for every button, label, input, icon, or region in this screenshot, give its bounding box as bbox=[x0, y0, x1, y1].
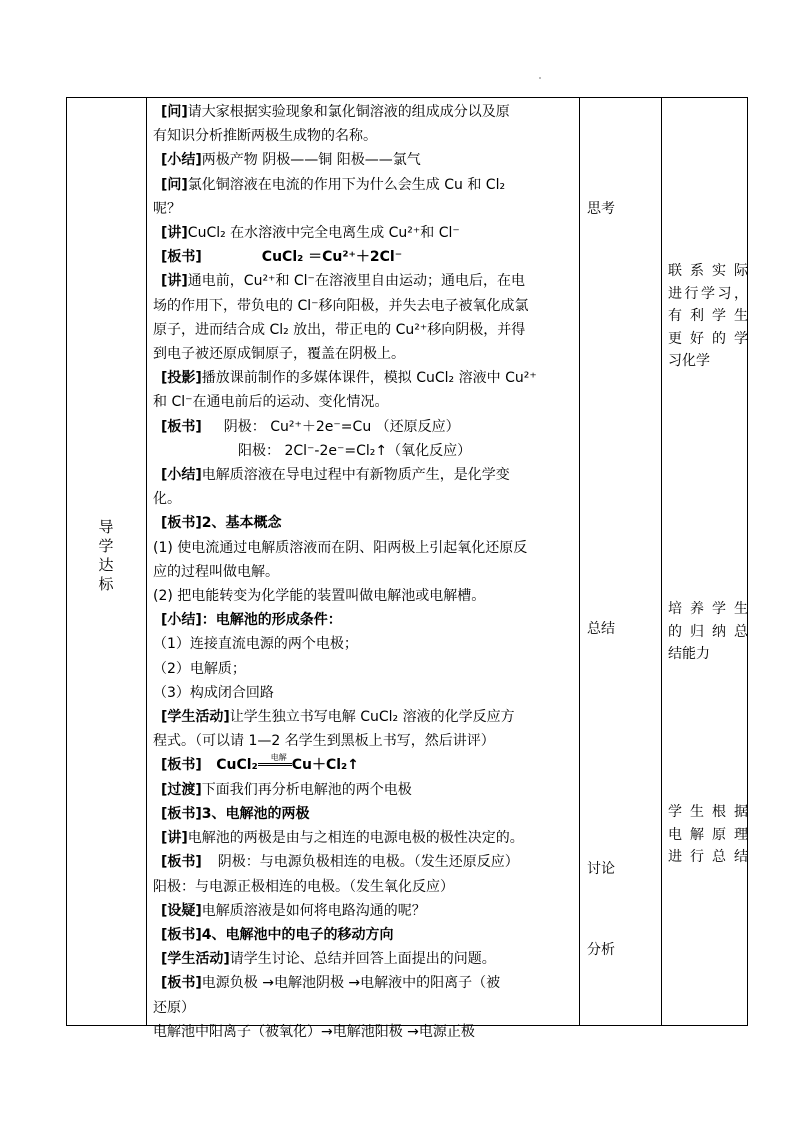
tag-doubt: [设疑] bbox=[161, 902, 202, 919]
tag-question: [问] bbox=[161, 104, 188, 120]
subheading: 3、电解池的两极 bbox=[201, 805, 310, 822]
anode-equation: 阳极： 2Cl⁻-2e⁻=Cl₂↑（氧化反应） bbox=[238, 442, 472, 459]
design-note-2 bbox=[668, 598, 748, 666]
text-line: 让学生独立书写电解 CuCl₂ 溶液的化学反应方 bbox=[229, 709, 515, 726]
list-item: （2）电解质； bbox=[153, 660, 246, 677]
tag-lecture: [讲] bbox=[161, 830, 188, 847]
lesson-table bbox=[66, 97, 748, 1040]
tag-summary: [小结] bbox=[161, 152, 202, 169]
text-line: 电解质溶液在导电过程中有新物质产生，是化学变 bbox=[201, 467, 510, 484]
column-divider bbox=[146, 98, 147, 1025]
text-line: CuCl₂ 在水溶液中完全电离生成 Cu²⁺和 Cl⁻ bbox=[187, 225, 460, 242]
text-line: 应的过程叫做电解。 bbox=[153, 563, 279, 580]
text-line: 通电前，Cu²⁺和 Cl⁻在溶液里自由运动；通电后，在电 bbox=[187, 273, 525, 290]
subheading: 2、基本概念 bbox=[201, 515, 282, 532]
tag-student-activity: [学生活动] bbox=[161, 951, 230, 968]
list-item: （1）连接直流电源的两个电极； bbox=[153, 636, 358, 653]
tag-projection: [投影] bbox=[161, 370, 202, 387]
text-line: 两极产物 阴极——铜 阳极——氯气 bbox=[201, 152, 421, 169]
text-line: ：电解池的形成条件： bbox=[201, 612, 342, 629]
tag-summary: [小结] bbox=[161, 467, 202, 484]
tag-board: [板书] bbox=[161, 515, 202, 532]
text-line: 请大家根据实验现象和氯化铜溶液的组成成分以及原 bbox=[187, 104, 510, 120]
note-line: 的归纳总 bbox=[668, 623, 748, 640]
tag-lecture: [讲] bbox=[161, 225, 188, 242]
text-line: 电解质溶液是如何将电路沟通的呢？ bbox=[201, 902, 426, 919]
text-line: 阴极：与电源负极相连的电极。（发生还原反应） bbox=[217, 854, 519, 871]
text-line: 场的作用下，带负电的 Cl⁻移向阳极，并失去电子被氧化成氯 bbox=[153, 297, 529, 314]
note-line: 更好的学 bbox=[668, 330, 748, 347]
note-line: 有利学生 bbox=[668, 308, 748, 324]
tag-lecture: [讲] bbox=[161, 273, 188, 290]
tag-student-activity: [学生活动] bbox=[161, 709, 230, 726]
activity-think: 思考 bbox=[587, 201, 615, 217]
note-line: 进行学习， bbox=[668, 285, 748, 302]
text-line: 到电子被还原成铜原子，覆盖在阴极上。 bbox=[153, 346, 405, 363]
note-line: 培养学生 bbox=[668, 601, 748, 617]
activity-summary: 总结 bbox=[587, 621, 615, 637]
column-divider bbox=[579, 98, 580, 1025]
text-line: (1) 使电流通过电解质溶液而在阴、阳两极上引起氧化还原反 bbox=[153, 539, 528, 556]
text-line: 播放课前制作的多媒体课件，模拟 CuCl₂ 溶液中 Cu²⁺ bbox=[201, 370, 537, 387]
text-line: 电解池中阳离子（被氧化）→电解池阳极 →电源正极 bbox=[153, 1023, 475, 1040]
activity-analyze: 分析 bbox=[587, 942, 615, 958]
text-line: 阳极：与电源正极相连的电极。（发生氧化反应） bbox=[153, 878, 454, 895]
electrolysis-reactant: CuCl₂ bbox=[216, 757, 258, 774]
text-line: 和 Cl⁻在通电前后的运动、变化情况。 bbox=[153, 394, 389, 411]
electrolysis-products: Cu＋Cl₂↑ bbox=[291, 757, 359, 774]
teaching-content bbox=[153, 100, 575, 1044]
text-line: (2) 把电能转变为化学能的装置叫做电解池或电解槽。 bbox=[153, 588, 486, 605]
electrolysis-arrow bbox=[258, 753, 292, 766]
text-line: 程式。（可以请 1—2 名学生到黑板上书写，然后讲评） bbox=[153, 733, 495, 750]
list-item: （3）构成闭合回路 bbox=[153, 684, 274, 701]
text-line: 电解池的两极是由与之相连的电源电极的极性决定的。 bbox=[187, 830, 524, 847]
text-line: 呢？ bbox=[153, 200, 181, 217]
equation: CuCl₂ ＝Cu²⁺＋2Cl⁻ bbox=[261, 249, 403, 266]
text-line: 请学生讨论、总结并回答上面提出的问题。 bbox=[229, 951, 496, 968]
electrolysis-condition: 电解 bbox=[270, 753, 287, 763]
tag-board: [板书] bbox=[161, 418, 202, 435]
text-line: 电源负极 →电解池阴极 →电解液中的阳离子（被 bbox=[201, 975, 501, 992]
tag-board: [板书] bbox=[161, 854, 202, 871]
note-line: 电解原理 bbox=[668, 826, 748, 843]
text-line: 原子，进而结合成 Cl₂ 放出，带正电的 Cu²⁺移向阴极，并得 bbox=[153, 321, 526, 338]
tag-question: [问] bbox=[161, 176, 188, 193]
page-mark bbox=[539, 77, 541, 79]
text-line: 有知识分析推断两极生成物的名称。 bbox=[153, 128, 377, 145]
subheading: 4、电解池中的电子的移动方向 bbox=[201, 926, 394, 943]
tag-board: [板书] bbox=[161, 805, 202, 822]
note-line: 习化学 bbox=[668, 353, 710, 369]
design-note-3 bbox=[668, 801, 748, 869]
note-line: 学生根据 bbox=[668, 804, 748, 820]
text-line: 下面我们再分析电解池的两个电极 bbox=[201, 781, 412, 798]
note-line: 联系实际 bbox=[668, 263, 748, 279]
text-line: 化。 bbox=[153, 491, 181, 508]
cathode-equation: 阴极： Cu²⁺＋2e⁻=Cu （还原反应） bbox=[223, 418, 460, 435]
text-line: 氯化铜溶液在电流的作用下为什么会生成 Cu 和 Cl₂ bbox=[187, 176, 506, 193]
activity-discuss: 讨论 bbox=[587, 861, 615, 877]
column-divider bbox=[661, 98, 662, 1025]
text-line: 还原） bbox=[153, 999, 195, 1016]
tag-board: [板书] bbox=[161, 975, 202, 992]
tag-transition: [过渡] bbox=[161, 781, 202, 798]
section-label: 导学达标 bbox=[98, 518, 114, 593]
tag-board: [板书] bbox=[161, 249, 202, 266]
tag-board: [板书] bbox=[161, 757, 202, 774]
tag-board: [板书] bbox=[161, 926, 202, 943]
design-note-1 bbox=[668, 260, 748, 373]
note-line: 结能力 bbox=[668, 646, 710, 662]
tag-summary: [小结] bbox=[161, 612, 202, 629]
note-line: 进行总结 bbox=[668, 849, 748, 865]
